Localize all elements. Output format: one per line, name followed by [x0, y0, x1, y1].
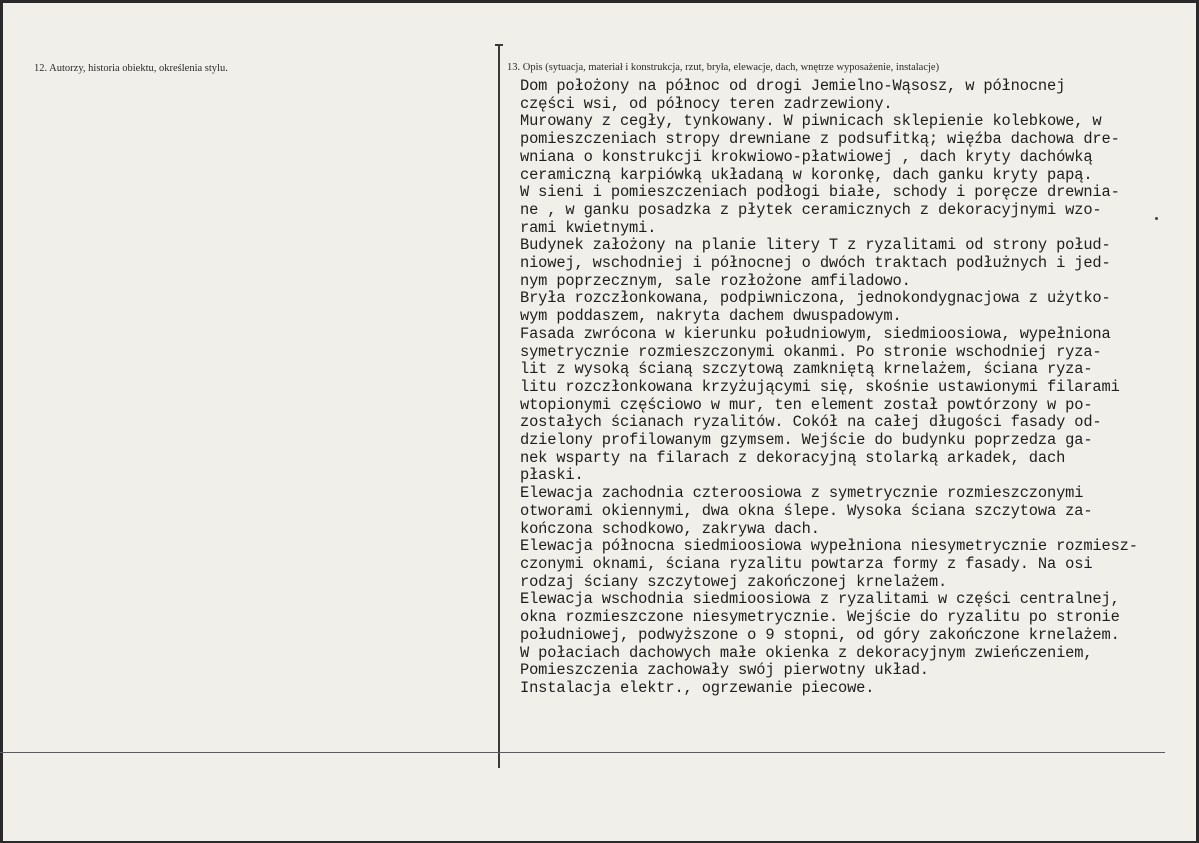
page-edge-top: [0, 0, 1199, 3]
description-text: [520, 78, 1180, 698]
description-line: rodzaj ściany szczytowej zakończonej krnelażem.: [520, 572, 948, 591]
ink-dot: [1155, 217, 1158, 220]
description-line: południowej, podwyższone o 9 stopni, od góry zakończone krnelażem.: [520, 625, 1120, 644]
description-line: zostałych ścianach ryzalitów. Cokół na całej długości fasady od-: [520, 413, 1102, 432]
page-edge-left: [0, 0, 3, 843]
description-line: Bryła rozczłonkowana, podpiwniczona, jednokondygnacjowa z użytko-: [520, 289, 1111, 308]
description-line: niowej, wschodniej i północnej o dwóch traktach podłużnych i jed-: [520, 254, 1111, 273]
description-line: Elewacja północna siedmioosiowa wypełniona niesymetrycznie rozmiesz-: [520, 537, 1138, 556]
description-line: Murowany z cegły, tynkowany. W piwnicach sklepienie kolebkowe, w: [520, 112, 1102, 131]
description-line: pomieszczeniach stropy drewniane z podsufitką; więźba dachowa dre-: [520, 130, 1120, 149]
description-line: nek wsparty na filarach z dekoracyjną stolarką arkadek, dach: [520, 448, 1066, 467]
bottom-rule: [0, 752, 1165, 753]
description-line: nym poprzecznym, sale rozłożone amfiladowo.: [520, 271, 911, 290]
description-line: części wsi, od północy teren zadrzewiony.: [520, 94, 893, 113]
description-line: litu rozczłonkowana krzyżującymi się, skośnie ustawionymi filarami: [520, 377, 1120, 396]
section-13-label: 13. Opis (sytuacja, materiał i konstrukcja, rzut, bryła, elewacje, dach, wnętrze wyposażenie, instalacje): [507, 62, 940, 73]
description-line: otworami okiennymi, dwa okna ślepe. Wysoka ściana szczytowa za-: [520, 501, 1093, 520]
description-line: Dom położony na północ od drogi Jemielno-Wąsosz, w północnej: [520, 77, 1066, 95]
description-line: wtopionymi częściowo w mur, ten element został powtórzony w po-: [520, 395, 1093, 414]
description-line: Fasada zwrócona w kierunku południowym, siedmioosiowa, wypełniona: [520, 324, 1111, 343]
description-line: Budynek założony na planie litery T z ryzalitami od strony połud-: [520, 236, 1111, 255]
description-line: lit z wysoką ścianą szczytową zamkniętą krnelażem, ściana ryza-: [520, 360, 1093, 379]
description-line: Elewacja zachodnia czteroosiowa z symetrycznie rozmieszczonymi: [520, 484, 1084, 503]
section-12-label: 12. Autorzy, historia obiektu, określenia stylu.: [34, 63, 228, 74]
column-divider-tick: [495, 44, 503, 46]
column-divider: [498, 44, 500, 768]
description-line: W połaciach dachowych małe okienka z dekoracyjnym zwieńczeniem,: [520, 643, 1093, 662]
description-line: Pomieszczenia zachowały swój pierwotny układ.: [520, 661, 929, 680]
description-line: wniana o konstrukcji krokwiowo-płatwiowej , dach kryty dachówką: [520, 147, 1093, 166]
description-line: wym poddaszem, nakryta dachem dwuspadowym.: [520, 307, 902, 326]
description-line: ne , w ganku posadzka z płytek ceramicznych z dekoracyjnymi wzo-: [520, 200, 1102, 219]
description-line: kończona schodkowo, zakrywa dach.: [520, 519, 820, 538]
description-line: symetrycznie rozmieszczonymi okanmi. Po stronie wschodniej ryza-: [520, 342, 1102, 361]
description-line: płaski.: [520, 466, 584, 485]
description-line: czonymi oknami, ściana ryzalitu powtarza formy z fasady. Na osi: [520, 554, 1093, 573]
description-line: ceramiczną karpiówką układaną w koronkę, dach ganku kryty papą.: [520, 165, 1093, 184]
description-line: W sieni i pomieszczeniach podłogi białe, schody i poręcze drewnia-: [520, 183, 1120, 202]
description-line: Instalacja elektr., ogrzewanie piecowe.: [520, 678, 875, 697]
description-line: okna rozmieszczone niesymetrycznie. Wejście do ryzalitu po stronie: [520, 608, 1120, 627]
description-line: dzielony profilowanym gzymsem. Wejście do budynku poprzedza ga-: [520, 431, 1093, 450]
description-line: Elewacja wschodnia siedmioosiowa z ryzalitami w części centralnej,: [520, 590, 1120, 609]
description-line: rami kwietnymi.: [520, 218, 657, 237]
